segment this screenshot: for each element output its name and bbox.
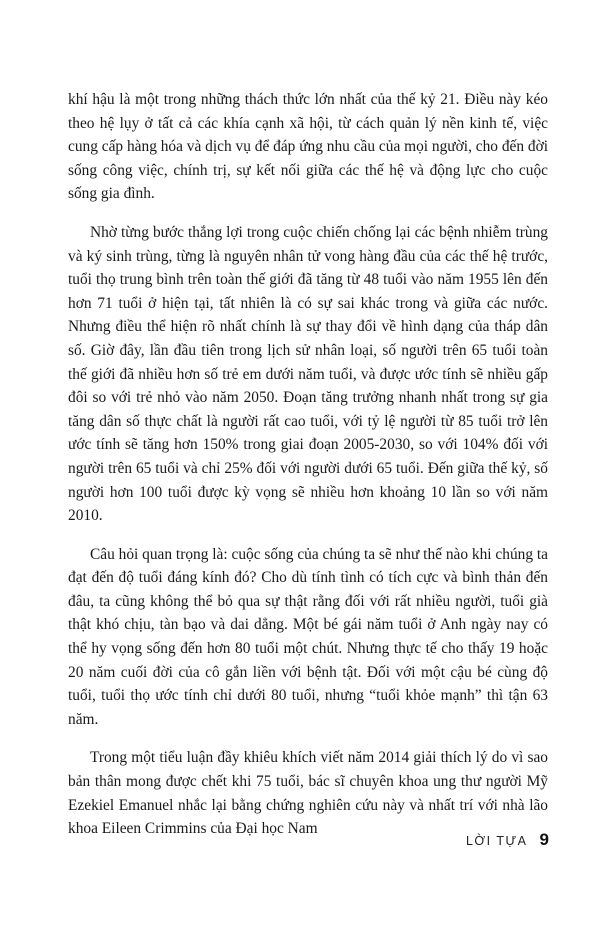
paragraph-1: khí hậu là một trong những thách thức lớn nhất của thế kỷ 21. Điều này kéo theo hệ lụy ở tất cả các khía cạnh xã hội, từ cách quản lý nền kinh tế, việc cung cấp hàng hóa và dịch vụ để đáp ứng nhu cầu của mọi người, cho đến đời sống công việc, chính trị, sự kết nối giữa các thế hệ và động lực cho cuộc sống gia đình. xyxy=(68,91,549,203)
page-footer xyxy=(466,830,549,850)
page-number: 9 xyxy=(539,830,549,849)
body-text xyxy=(68,88,548,856)
paragraph-3: Câu hỏi quan trọng là: cuộc sống của chúng ta sẽ như thế nào khi chúng ta đạt đến độ tuổi đáng kính đó? Cho dù tính tình có tích cực và bình thản đến đâu, ta cũng không thể bỏ qua sự thật rằng đối với rất nhiều người, tuổi già thật khó chịu, tàn bạo và dai dẳng. Một bé gái năm tuổi ở Anh ngày nay có thể hy vọng sống đến hơn 80 tuổi một chút. Nhưng thực tế cho thấy 19 hoặc 20 năm cuối đời của cô gắn liền với bệnh tật. Đối với một cậu bé cùng độ tuổi, tuổi thọ ước tính chỉ dưới 80 tuổi, nhưng “tuổi khỏe mạnh” thì tận 63 năm. xyxy=(68,545,548,728)
paragraph-2: Nhờ từng bước thắng lợi trong cuộc chiến chống lại các bệnh nhiễm trùng và ký sinh trùng, từng là nguyên nhân tử vong hàng đầu của các thế hệ trước, tuổi thọ trung bình trên toàn thế giới đã tăng từ 48 tuổi vào năm 1955 lên đến hơn 71 tuổi ở hiện tại, tất nhiên là có sự sai khác trong và giữa các nước. Nhưng điều thể hiện rõ nhất chính là sự thay đổi về hình dạng của tháp dân số. Giờ đây, lần đầu tiên trong lịch sử nhân loại, số người trên 65 tuổi toàn thế giới đã nhiều hơn số trẻ em dưới năm tuổi, và được ước tính sẽ nhiều gấp đôi so với trẻ nhỏ vào năm 2050. Đoạn tăng trưởng nhanh nhất trong sự gia tăng dân số thực chất là người rất cao tuổi, với tỷ lệ người từ 85 tuổi trở lên ước tính sẽ tăng hơn 150% trong giai đoạn 2005-2030, so với 104% đối với người trên 65 tuổi và chỉ 25% đối với người dưới 65 tuổi. Đến giữa thế kỷ, số người hơn 100 tuổi được kỳ vọng sẽ nhiều hơn khoảng 10 lần so với năm 2010. xyxy=(68,223,548,525)
running-head: LỜI TỰA xyxy=(465,834,528,848)
paragraph-4: Trong một tiểu luận đầy khiêu khích viết năm 2014 giải thích lý do vì sao bản thân mong được chết khi 75 tuổi, bác sĩ chuyên khoa ung thư người Mỹ Ezekiel Emanuel nhắc lại bằng chứng nghiên cứu này và nhất trí với nhà lão khoa Eileen Crimmins của Đại học Nam xyxy=(68,749,548,838)
